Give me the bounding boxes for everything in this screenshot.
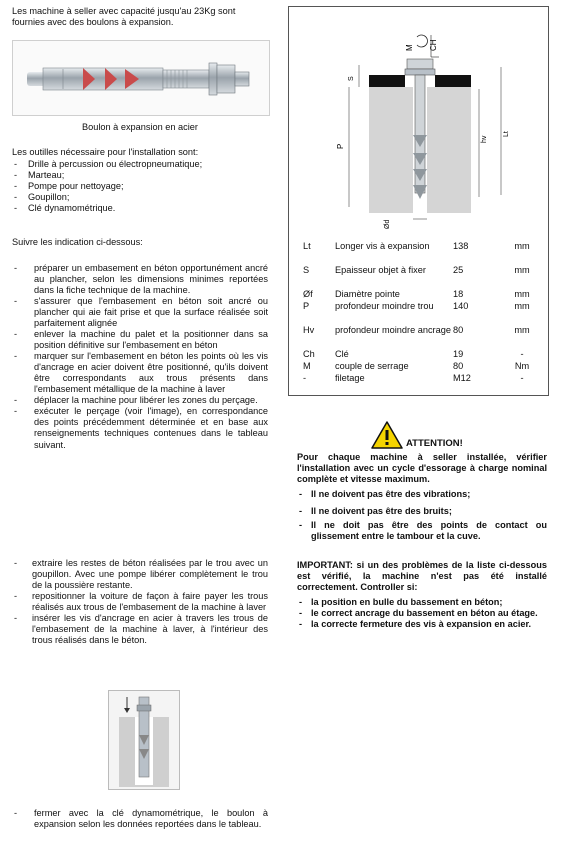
steps-list [12,263,268,451]
anchor-section-diagram [289,7,548,235]
expansion-bolt-picture [13,41,269,115]
table-cell-sym: - [303,373,307,383]
list-item: - Pompe pour nettoyage; [12,181,268,192]
table-cell-sym: Øf [303,289,313,299]
table-row [303,361,539,373]
table-cell-desc: Diamètre pointe [335,289,400,299]
label-hv: hv [481,135,488,143]
list-item: - Il ne doivent pas être des bruits; [297,506,547,517]
table-row [303,289,539,301]
warning-icon [370,420,404,450]
list-item: - la position en bulle du bassement en béton; [297,597,547,608]
list-item: - repositionner la voiture de façon à faire payer les trous réalisés aux trous de l'embasement de la machine à laver [12,591,268,613]
table-cell-val: 25 [453,265,464,275]
important-text: IMPORTANT: si un des problèmes de la liste ci-dessous est vérifié, la machine n'est pas été installé correctement. Controller si: [297,560,547,593]
table-cell-val: 80 [453,361,464,371]
label-ch: CH [429,39,438,51]
attention-title: ATTENTION! [406,438,463,449]
technical-box [288,6,549,396]
table-row [303,325,539,349]
attention-text: Pour chaque machine à seller installée, vérifier l'installation avec un cycle d'essorage à charge nominal complète et vitesse maximum. [297,452,547,485]
tools-list [12,159,268,214]
list-item: - enlever la machine du palet et la positionner dans sa position définitive sur l'embasement en béton [12,329,268,351]
label-p: P [336,143,345,149]
table-cell-sym: Ch [303,349,315,359]
table-cell-sym: Hv [303,325,315,335]
list-item: - Il ne doit pas être des points de contact ou glissement entre le tambour et la cuve. [297,520,547,542]
table-cell-unit: mm [514,301,530,311]
table-cell-sym: Lt [303,241,311,251]
table-cell-val: 19 [453,349,464,359]
list-item: - Drille à percussion ou électropneumatique; [12,159,268,170]
table-cell-unit: mm [514,265,530,275]
table-cell-sym: P [303,301,310,311]
list-item: - Il ne doivent pas être des vibrations; [297,489,547,500]
list-item: - exécuter le perçage (voir l'image), en correspondance des points précédemment déterminée et en base aux renseignements techniques contenues dans le tableau suivant. [12,406,268,450]
list-item: - Clé dynamométrique. [12,203,268,214]
list-item: - Goupillon; [12,192,268,203]
table-cell-val: 80 [453,325,464,335]
table-cell-sym: M [303,361,311,371]
tools-title: Les outilles nécessaire pour l'installation sont: [12,147,199,157]
table-cell-unit: - [520,373,524,383]
follow-text: Suivre les indication ci-dessous: [12,237,143,247]
list-item: - marquer sur l'embasement en béton les points où les vis d'ancrage en acier doivent être positionné, qu'ils doivent être correspondants aux trous présents dans l'embasement métallique de la machine à laver [12,351,268,395]
bolt-image [12,40,270,116]
bolt-insertion-picture [109,691,179,789]
table-row [303,349,539,361]
steps-list-2 [12,558,268,646]
important-list [297,597,547,630]
list-item: - s'assurer que l'embasement en béton soit ancré ou plancher qui aie fait prise et que la surface réalisée soit parfaitement alignée [12,296,268,329]
label-m: M [405,44,414,51]
list-item: - préparer un embasement en béton opportunément ancré au plancher, selon les dimensions minimes reportées dans la fiche technique de la machine. [12,263,268,296]
table-cell-val: 140 [453,301,469,311]
table-row [303,241,539,265]
list-item: - Marteau; [12,170,268,181]
spec-table [303,241,539,385]
table-cell-unit: mm [514,241,530,251]
bolt-caption: Boulon à expansion en acier [82,122,198,132]
final-step-list [12,808,268,830]
table-cell-val: 18 [453,289,464,299]
list-item: - la correcte fermeture des vis à expansion en acier. [297,619,547,630]
table-row [303,373,539,385]
label-s: S [348,76,355,81]
intro-text: Les machine à seller avec capacité jusqu'au 23Kg sont fournies avec des boulons à expansion. [12,6,236,28]
table-row [303,301,539,325]
table-cell-unit: mm [514,325,530,335]
table-cell-unit: Nm [514,361,530,371]
list-item: - déplacer la machine pour libérer les zones du perçage. [12,395,268,406]
table-cell-sym: S [303,265,310,275]
table-cell-desc: Clé [335,349,349,359]
list-item: - le correct ancrage du bassement en béton au étage. [297,608,547,619]
list-item: - fermer avec la clé dynamométrique, le boulon à expansion selon les données reportées dans le tableau. [12,808,268,830]
table-cell-val: 138 [453,241,469,251]
table-cell-val: M12 [453,373,471,383]
list-item: - extraire les restes de béton réalisées par le trou avec un goupillon. Avec une pompe libérer complètement le trou de la poussière restante. [12,558,268,591]
table-cell-desc: Longer vis à expansion [335,241,430,251]
attention-list [297,489,547,542]
table-cell-desc: couple de serrage [335,361,409,371]
table-cell-unit: mm [514,289,530,299]
table-cell-desc: profondeur moindre trou [335,301,434,311]
table-cell-desc: profondeur moindre ancrage [335,325,451,335]
label-diameter: Ød [384,219,391,229]
bolt-insert-image [108,690,180,790]
table-cell-unit: - [520,349,524,359]
list-item: - insérer les vis d'ancrage en acier à travers les trous de l'embasement de la machine à laver, à l'intérieur des trous réalisés dans le béton. [12,613,268,646]
table-cell-desc: Epaisseur objet à fixer [335,265,426,275]
table-cell-desc: filetage [335,373,365,383]
label-lt: Lt [503,131,510,137]
table-row [303,265,539,289]
